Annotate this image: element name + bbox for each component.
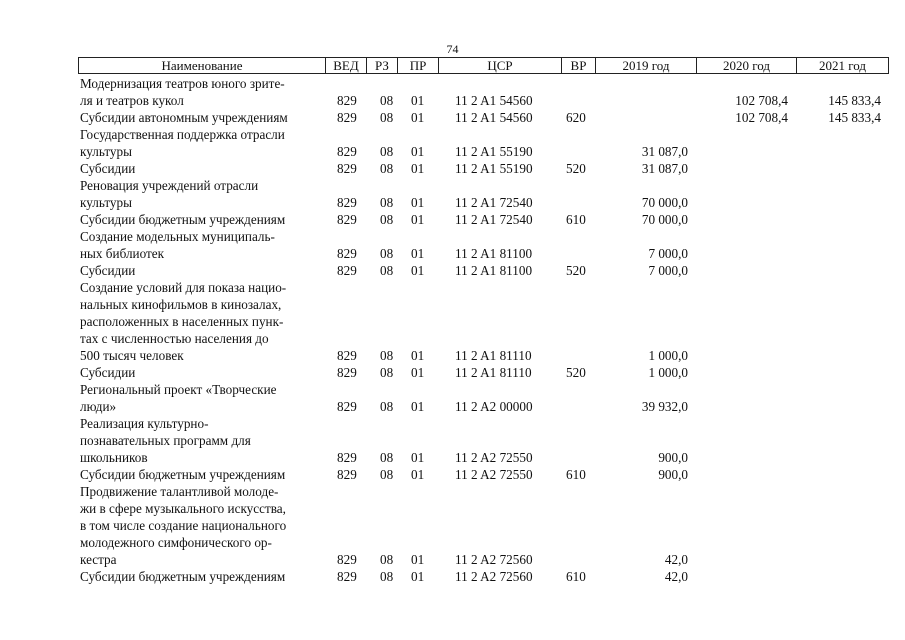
cell-pr: 01	[411, 365, 425, 380]
cell-rz: 08	[380, 552, 394, 567]
cell-csr: 11 2 A2 72560	[455, 552, 533, 567]
cell-name: Региональный проект «Творческие	[80, 382, 277, 397]
cell-pr: 01	[411, 348, 425, 363]
cell-rz: 08	[380, 212, 394, 227]
cell-name: Реализация культурно-	[80, 416, 209, 431]
table-row	[0, 92, 905, 109]
cell-vr: 610	[566, 212, 586, 227]
table-row	[0, 126, 905, 143]
cell-csr: 11 2 A2 72550	[455, 450, 533, 465]
cell-2021: 145 833,4	[828, 110, 881, 125]
cell-csr: 11 2 A1 55190	[455, 161, 533, 176]
cell-2020: 102 708,4	[735, 93, 788, 108]
cell-vr: 610	[566, 569, 586, 584]
cell-name: Субсидии	[80, 365, 136, 380]
table-row	[0, 568, 905, 585]
cell-ved: 829	[337, 399, 357, 414]
cell-ved: 829	[337, 450, 357, 465]
cell-pr: 01	[411, 569, 425, 584]
header-csr: ЦСР	[438, 57, 562, 74]
cell-vr: 520	[566, 263, 586, 278]
cell-vr: 520	[566, 365, 586, 380]
cell-csr: 11 2 A1 72540	[455, 212, 533, 227]
table-row	[0, 364, 905, 381]
table-row	[0, 517, 905, 534]
cell-name: Продвижение талантливой молоде-	[80, 484, 279, 499]
page-number: 74	[446, 42, 459, 56]
table-body	[0, 75, 905, 585]
cell-2019: 900,0	[658, 467, 688, 482]
cell-rz: 08	[380, 93, 394, 108]
table-row	[0, 534, 905, 551]
cell-rz: 08	[380, 161, 394, 176]
table-row	[0, 483, 905, 500]
table-row	[0, 262, 905, 279]
cell-rz: 08	[380, 467, 394, 482]
cell-pr: 01	[411, 467, 425, 482]
table-row	[0, 143, 905, 160]
table-row	[0, 177, 905, 194]
table-row	[0, 398, 905, 415]
cell-pr: 01	[411, 212, 425, 227]
cell-csr: 11 2 A1 81110	[455, 365, 532, 380]
cell-pr: 01	[411, 161, 425, 176]
cell-name: люди»	[80, 399, 117, 414]
cell-pr: 01	[411, 399, 425, 414]
cell-rz: 08	[380, 399, 394, 414]
cell-name: школьников	[80, 450, 148, 465]
cell-rz: 08	[380, 246, 394, 261]
cell-csr: 11 2 A1 55190	[455, 144, 533, 159]
cell-csr: 11 2 A2 72550	[455, 467, 533, 482]
cell-2019: 900,0	[658, 450, 688, 465]
header-vr: ВР	[561, 57, 596, 74]
cell-csr: 11 2 A2 72560	[455, 569, 533, 584]
cell-ved: 829	[337, 569, 357, 584]
table-row	[0, 194, 905, 211]
cell-name: Субсидии бюджетным учреждениям	[80, 569, 286, 584]
table-row	[0, 313, 905, 330]
header-2020: 2020 год	[696, 57, 797, 74]
cell-csr: 11 2 A1 54560	[455, 93, 533, 108]
cell-name: Субсидии бюджетным учреждениям	[80, 467, 286, 482]
cell-2019: 39 932,0	[641, 399, 688, 414]
cell-name: Субсидии автономным учреждениям	[80, 110, 288, 125]
cell-2019: 70 000,0	[641, 212, 688, 227]
cell-pr: 01	[411, 552, 425, 567]
cell-name: жи в сфере музыкального искусства,	[80, 501, 286, 516]
cell-name: культуры	[80, 195, 132, 210]
cell-name: Создание модельных муниципаль-	[80, 229, 275, 244]
cell-pr: 01	[411, 450, 425, 465]
cell-rz: 08	[380, 263, 394, 278]
cell-name: нальных кинофильмов в кинозалах,	[80, 297, 282, 312]
cell-ved: 829	[337, 552, 357, 567]
cell-2019: 1 000,0	[648, 365, 688, 380]
cell-ved: 829	[337, 348, 357, 363]
cell-ved: 829	[337, 467, 357, 482]
table-row	[0, 211, 905, 228]
table-row	[0, 432, 905, 449]
table-row	[0, 160, 905, 177]
cell-2021: 145 833,4	[828, 93, 881, 108]
cell-pr: 01	[411, 195, 425, 210]
cell-name: Создание условий для показа нацио-	[80, 280, 287, 295]
table-row	[0, 449, 905, 466]
cell-rz: 08	[380, 348, 394, 363]
table-row	[0, 296, 905, 313]
cell-name: Субсидии	[80, 263, 136, 278]
header-2019: 2019 год	[595, 57, 697, 74]
table-row	[0, 415, 905, 432]
cell-name: 500 тысяч человек	[80, 348, 184, 363]
cell-rz: 08	[380, 450, 394, 465]
cell-ved: 829	[337, 212, 357, 227]
table-row	[0, 466, 905, 483]
header-pr: ПР	[397, 57, 439, 74]
cell-name: кестра	[80, 552, 117, 567]
cell-ved: 829	[337, 93, 357, 108]
cell-name: познавательных программ для	[80, 433, 251, 448]
cell-csr: 11 2 A1 81100	[455, 246, 533, 261]
cell-name: расположенных в населенных пунк-	[80, 314, 284, 329]
cell-rz: 08	[380, 195, 394, 210]
table-row	[0, 279, 905, 296]
table-row	[0, 347, 905, 364]
cell-pr: 01	[411, 263, 425, 278]
header-ved: ВЕД	[325, 57, 367, 74]
cell-name: Субсидии	[80, 161, 136, 176]
cell-ved: 829	[337, 195, 357, 210]
cell-2019: 7 000,0	[648, 246, 688, 261]
table-row	[0, 228, 905, 245]
header-2021: 2021 год	[796, 57, 889, 74]
table-row	[0, 381, 905, 398]
cell-ved: 829	[337, 246, 357, 261]
cell-2020: 102 708,4	[735, 110, 788, 125]
cell-name: молодежного симфонического ор-	[80, 535, 272, 550]
cell-2019: 42,0	[664, 552, 688, 567]
cell-2019: 31 087,0	[641, 161, 688, 176]
cell-name: Государственная поддержка отрасли	[80, 127, 285, 142]
cell-ved: 829	[337, 365, 357, 380]
cell-pr: 01	[411, 246, 425, 261]
cell-name: ных библиотек	[80, 246, 165, 261]
cell-csr: 11 2 A1 81110	[455, 348, 532, 363]
cell-2019: 1 000,0	[648, 348, 688, 363]
cell-ved: 829	[337, 144, 357, 159]
cell-ved: 829	[337, 110, 357, 125]
table-header	[78, 57, 889, 74]
cell-name: ля и театров кукол	[80, 93, 184, 108]
cell-pr: 01	[411, 110, 425, 125]
cell-ved: 829	[337, 161, 357, 176]
cell-2019: 70 000,0	[641, 195, 688, 210]
cell-csr: 11 2 A1 72540	[455, 195, 533, 210]
cell-vr: 610	[566, 467, 586, 482]
cell-csr: 11 2 A2 00000	[455, 399, 533, 414]
table-row	[0, 75, 905, 92]
cell-name: Модернизация театров юного зрите-	[80, 76, 285, 91]
cell-name: культуры	[80, 144, 132, 159]
cell-vr: 620	[566, 110, 586, 125]
cell-ved: 829	[337, 263, 357, 278]
table-row	[0, 109, 905, 126]
cell-rz: 08	[380, 110, 394, 125]
cell-vr: 520	[566, 161, 586, 176]
cell-rz: 08	[380, 569, 394, 584]
cell-rz: 08	[380, 365, 394, 380]
cell-csr: 11 2 A1 54560	[455, 110, 533, 125]
cell-csr: 11 2 A1 81100	[455, 263, 533, 278]
header-name: Наименование	[78, 57, 326, 74]
cell-name: Субсидии бюджетным учреждениям	[80, 212, 286, 227]
cell-pr: 01	[411, 93, 425, 108]
cell-pr: 01	[411, 144, 425, 159]
table-row	[0, 245, 905, 262]
table-row	[0, 330, 905, 347]
table-row	[0, 500, 905, 517]
cell-2019: 42,0	[664, 569, 688, 584]
cell-2019: 31 087,0	[641, 144, 688, 159]
cell-name: Реновация учреждений отрасли	[80, 178, 259, 193]
table-row	[0, 551, 905, 568]
header-rz: РЗ	[366, 57, 398, 74]
cell-name: тах с численностью населения до	[80, 331, 269, 346]
cell-2019: 7 000,0	[648, 263, 688, 278]
cell-rz: 08	[380, 144, 394, 159]
cell-name: в том числе создание национального	[80, 518, 287, 533]
